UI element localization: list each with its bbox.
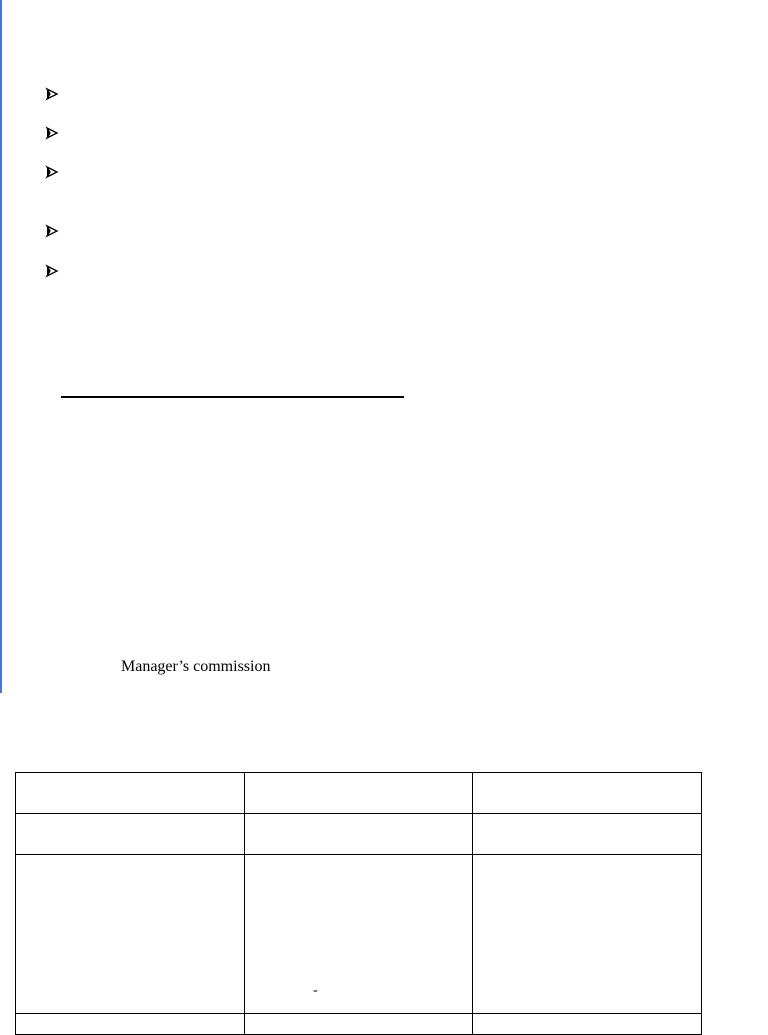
table-row [16,1014,702,1035]
caption-text: Manager’s commission [121,658,271,675]
table-cell [473,855,702,1014]
table-cell [473,773,702,814]
table-row [16,814,702,855]
table-cell [16,773,245,814]
dash-mark: - [313,983,318,998]
arrow-bullet-icon [45,126,59,140]
table-cell [245,814,473,855]
table-row [16,773,702,814]
table-cell [245,1014,473,1035]
table-cell [16,855,245,1014]
table-cell [16,1014,245,1035]
table-cell [16,814,245,855]
arrow-bullet-icon [45,165,59,179]
table-cell [245,855,473,1014]
arrow-bullet-icon [45,264,59,278]
table-cell [245,773,473,814]
table-cell [473,1014,702,1035]
table-cell [473,814,702,855]
left-margin-rule [0,0,2,693]
arrow-bullet-icon [45,224,59,238]
arrow-bullet-icon [45,87,59,101]
heading-underline [61,396,404,398]
table-row [16,855,702,1014]
data-table [15,772,702,1035]
